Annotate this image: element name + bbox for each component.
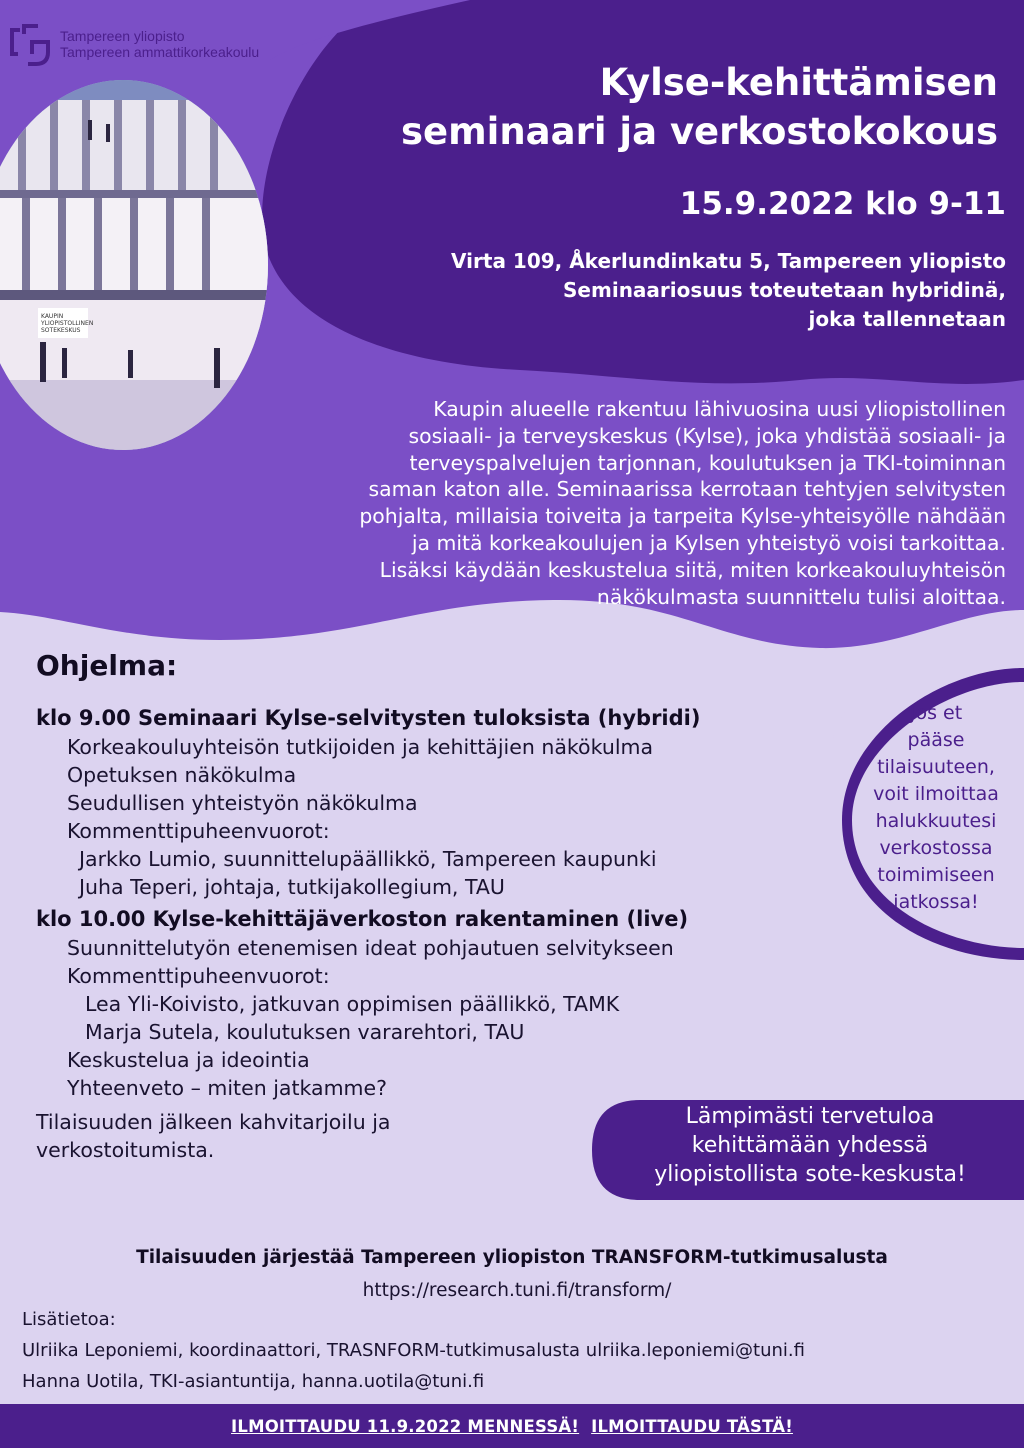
session-1-item: Kommenttipuheenvuorot:	[67, 819, 330, 843]
session-1-commenter: Jarkko Lumio, suunnittelupäällikkö, Tampereen kaupunki	[79, 847, 657, 871]
contact-person-1: Ulriika Leponiemi, koordinaattori, TRASNFORM-tutkimusalusta ulriika.leponiemi@tuni.fi	[22, 1340, 805, 1361]
session-1-item: Korkeakouluyhteisön tutkijoiden ja kehittäjien näkökulma	[67, 735, 654, 759]
welcome-line: yliopistollista sote-keskusta!	[654, 1162, 966, 1187]
session-2-commenter: Lea Yli-Koivisto, jatkuvan oppimisen päällikkö, TAMK	[85, 992, 620, 1016]
logo-text	[60, 28, 259, 60]
venue-line-2: Seminaariosuus toteutetaan hybridinä,	[563, 278, 1006, 302]
side-note-line: verkostossa	[879, 837, 993, 859]
session-2-title: klo 10.00 Kylse-kehittäjäverkoston rakentaminen (live)	[36, 907, 689, 931]
intro-line: pohjalta, millaisia toiveita ja tarpeita Kylse-yhteisyölle nähdään	[359, 504, 1006, 529]
program-section	[36, 648, 856, 1164]
register-here-link[interactable]: ILMOITTAUDU TÄSTÄ!	[591, 1416, 793, 1436]
session-1-item: Seudullisen yhteistyön näkökulma	[67, 791, 418, 815]
side-note-line: Jos et	[909, 702, 963, 724]
after-event-note	[36, 1108, 516, 1164]
contacts-section	[22, 1304, 805, 1397]
intro-paragraph	[146, 396, 1006, 610]
session-2-commenter: Marja Sutela, koulutuksen vararehtori, TAU	[85, 1020, 525, 1044]
registration-footer	[0, 1404, 1024, 1448]
session-2-item: Kommenttipuheenvuorot:	[67, 964, 330, 988]
welcome-message	[600, 1102, 1020, 1189]
side-note	[838, 700, 1024, 930]
welcome-line: Lämpimästi tervetuloa	[685, 1104, 935, 1129]
contact-person-2: Hanna Uotila, TKI-asiantuntija, hanna.uotila@tuni.fi	[22, 1371, 485, 1392]
logo-line-1: Tampereen yliopisto	[60, 28, 185, 44]
after-line-1: Tilaisuuden jälkeen kahvitarjoilu ja	[36, 1110, 391, 1134]
intro-line: sosiaali- ja terveyskeskus (Kylse), joka yhdistää sosiaali- ja	[408, 423, 1006, 448]
building-sign-line-1: KAUPIN	[41, 313, 64, 320]
intro-line: Lisäksi käydään keskustelua siitä, miten korkeakouluyhteisön	[379, 557, 1006, 582]
contacts-heading: Lisätietoa:	[22, 1309, 116, 1330]
transform-url-link[interactable]: https://research.tuni.fi/transform/	[362, 1280, 672, 1301]
session-2-item: Yhteenveto – miten jatkamme?	[67, 1076, 388, 1100]
session-1-title: klo 9.00 Seminaari Kylse-selvitysten tuloksista (hybridi)	[36, 706, 701, 730]
side-note-line: jatkossa!	[893, 891, 979, 913]
intro-line: näkökulmasta suunnittelu tulisi aloittaa.	[596, 584, 1006, 609]
side-note-line: halukkuutesi	[875, 810, 997, 832]
university-logo-icon	[8, 20, 56, 68]
session-2-item: Keskustelua ja ideointia	[67, 1048, 310, 1072]
side-note-line: tilaisuuteen,	[877, 756, 995, 778]
session-1-commenter: Juha Teperi, johtaja, tutkijakollegium, TAU	[79, 875, 505, 899]
intro-line: Kaupin alueelle rakentuu lähivuosina uusi yliopistollinen	[433, 397, 1006, 421]
after-line-2: verkostoitumista.	[36, 1138, 215, 1162]
building-sign-line-3: SOTEKESKUS	[41, 327, 81, 334]
event-title-line-1: Kylse-kehittämisen	[599, 61, 998, 104]
session-1-item: Opetuksen näkökulma	[67, 763, 297, 787]
session-2	[36, 905, 856, 1102]
side-note-line: voit ilmoittaa	[873, 783, 999, 805]
intro-line: saman katon alle. Seminaarissa kerrotaan tehtyjen selvitysten	[368, 477, 1006, 502]
event-date: 15.9.2022 klo 9-11	[679, 186, 1006, 222]
building-sign-line-2: YLIOPISTOLLINEN	[41, 320, 94, 327]
event-venue	[286, 247, 1006, 334]
session-2-item: Suunnittelutyön etenemisen ideat pohjautuen selvitykseen	[67, 936, 674, 960]
event-title-line-2: seminaari ja verkostokokous	[400, 110, 998, 153]
register-deadline-link[interactable]: ILMOITTAUDU 11.9.2022 MENNESSÄ!	[231, 1416, 580, 1436]
side-note-line: toimimiseen	[877, 864, 995, 886]
side-note-line: pääse	[907, 729, 965, 751]
session-1	[36, 704, 856, 901]
organizer-text: Tilaisuuden järjestää Tampereen yliopiston TRANSFORM-tutkimusalusta	[136, 1247, 888, 1268]
welcome-line: kehittämään yhdessä	[691, 1133, 929, 1158]
intro-line: terveyspalvelujen tarjonnan, koulutuksen ja TKI-toiminnan	[409, 450, 1006, 475]
logo-line-2: Tampereen ammattikorkeakoulu	[60, 44, 260, 60]
event-title	[278, 58, 998, 156]
venue-line-3: joka tallennetaan	[808, 307, 1006, 331]
program-heading: Ohjelma:	[36, 649, 178, 682]
logo	[8, 20, 259, 68]
venue-line-1: Virta 109, Åkerlundinkatu 5, Tampereen yliopisto	[451, 249, 1006, 273]
intro-line: ja mitä korkeakoulujen ja Kylsen yhteistyö voisi tarkoittaa.	[411, 530, 1006, 555]
